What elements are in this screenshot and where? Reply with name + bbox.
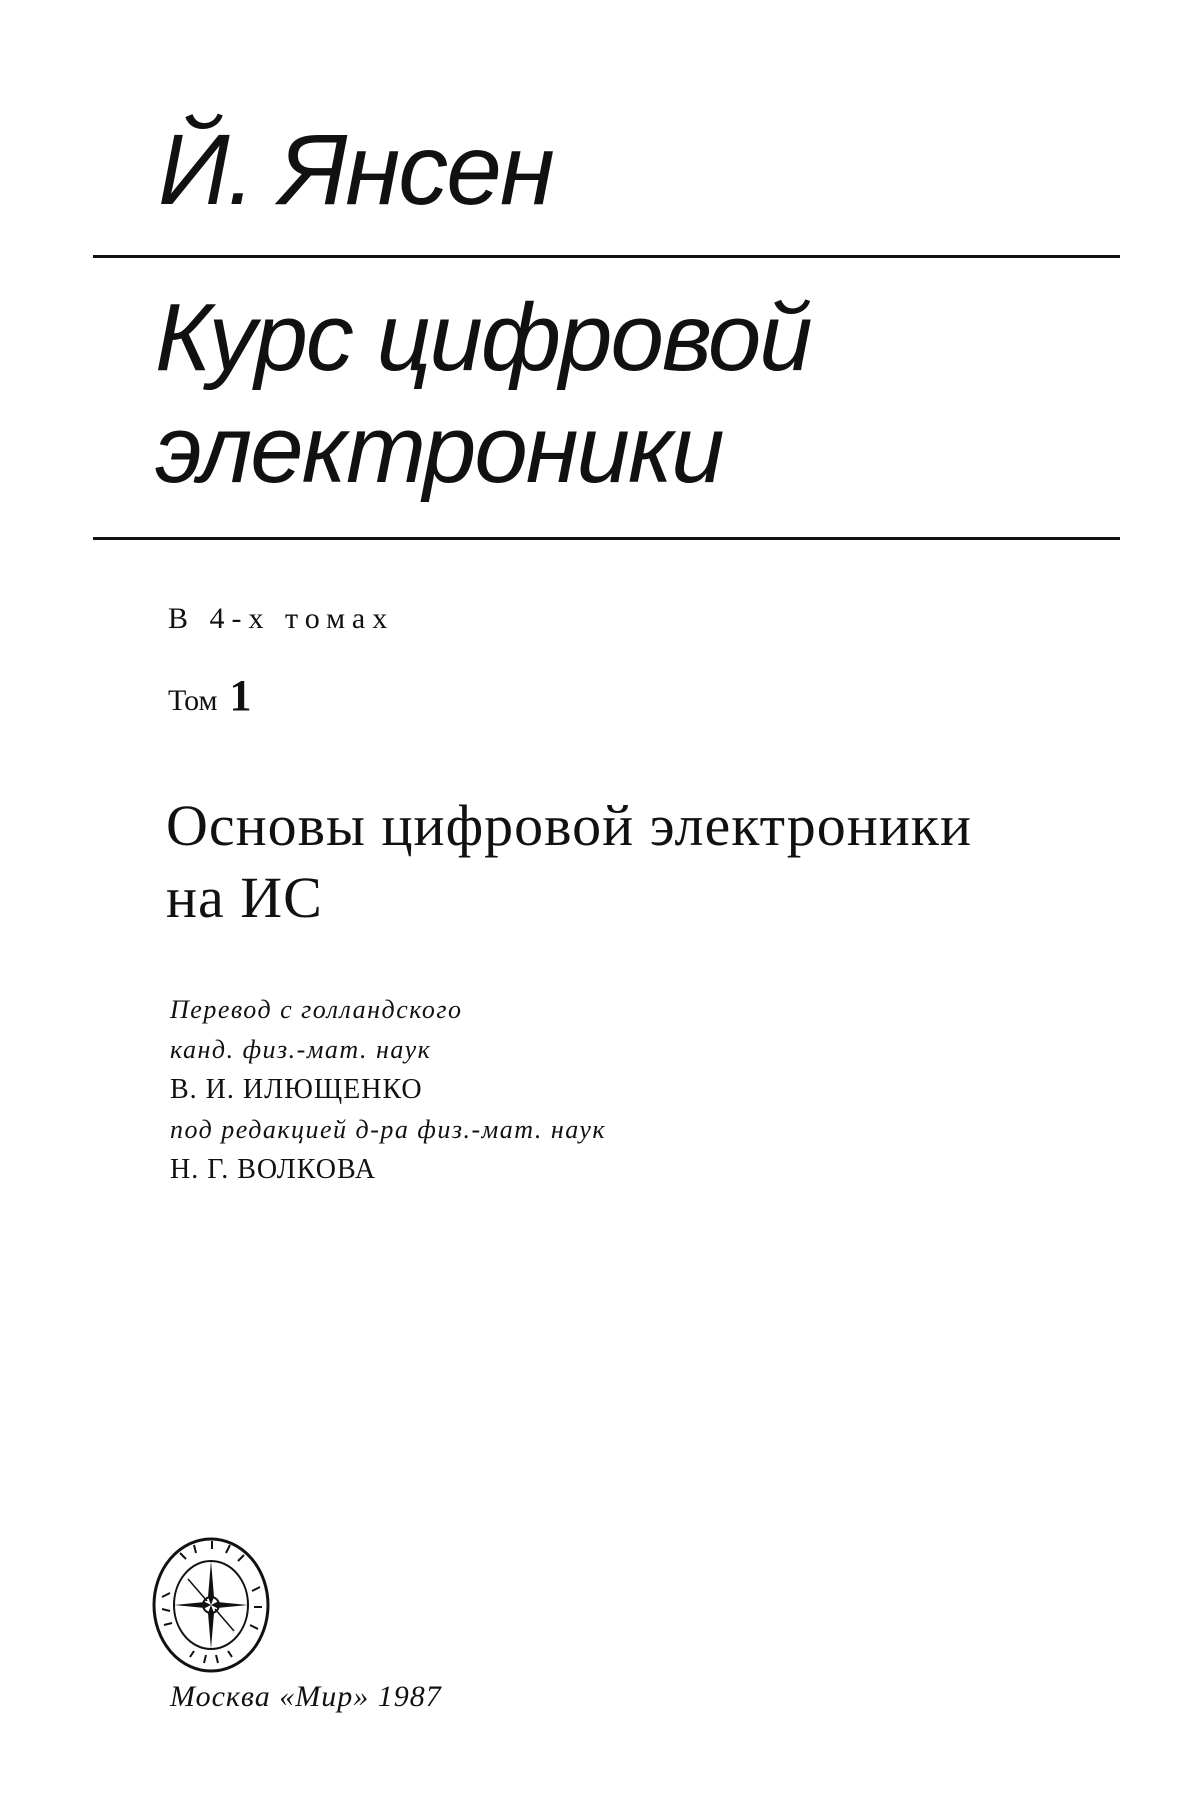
book-title-line-2: электроники <box>155 396 723 503</box>
bottom-rule-divider <box>93 537 1120 540</box>
publisher-seal-icon <box>150 1535 272 1675</box>
volume-subtitle-line-1: Основы цифровой электроники <box>166 793 973 858</box>
book-title-line-1: Курс цифровой <box>155 284 811 391</box>
translation-note: Перевод с голландского <box>170 995 463 1024</box>
volumes-note: В 4-х томах <box>168 602 395 635</box>
book-title <box>155 282 811 506</box>
editor-name: Н. Г. ВОЛКОВА <box>170 1154 377 1185</box>
volume-number: 1 <box>229 671 252 720</box>
editor-note: под редакцией д-ра физ.-мат. наук <box>170 1115 607 1144</box>
top-rule-divider <box>93 255 1120 258</box>
credits-block <box>170 990 606 1190</box>
volume-line <box>168 670 251 721</box>
publisher-imprint: Москва «Мир» 1987 <box>170 1680 442 1713</box>
volume-label: Том <box>168 684 218 717</box>
volume-subtitle-line-2: на ИС <box>166 865 323 930</box>
translator-name: В. И. ИЛЮЩЕНКО <box>170 1074 423 1105</box>
translator-degree: канд. физ.-мат. наук <box>170 1035 432 1064</box>
author-name: Й. Янсен <box>158 114 553 226</box>
volume-subtitle <box>166 790 972 934</box>
